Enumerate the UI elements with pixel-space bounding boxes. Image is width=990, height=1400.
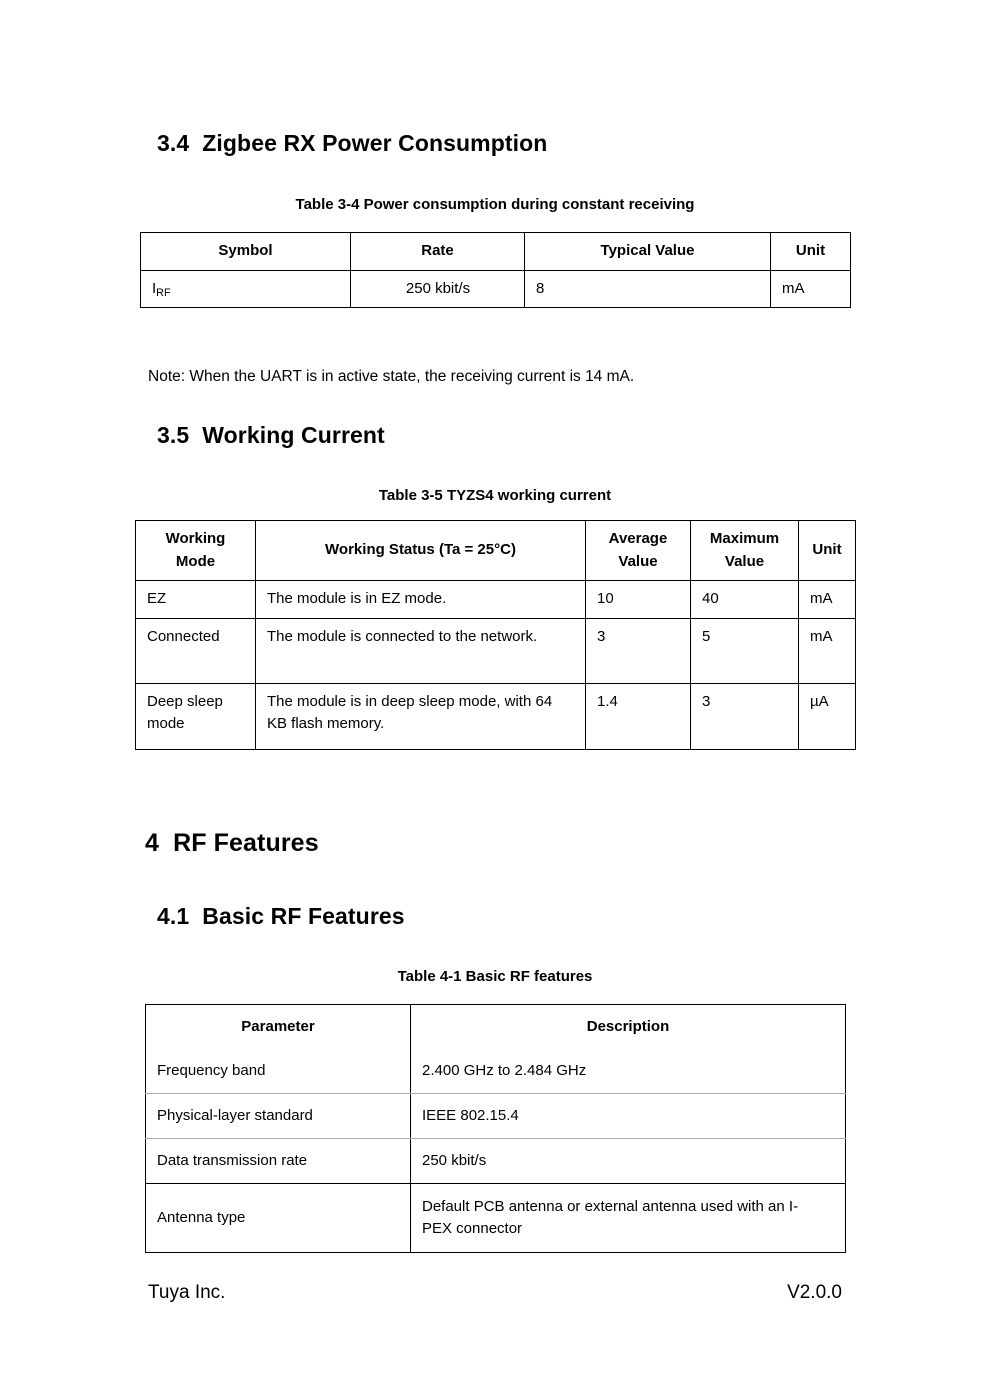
table-3-4-header-typical-value: Typical Value [525,233,771,271]
footer-version: V2.0.0 [787,1282,842,1303]
table-3-5-cell-unit: mA [799,581,856,619]
table-3-5-header-working-status: Working Status (Ta = 25°C) [256,521,586,581]
table-3-5-header-maximum-value [691,521,799,581]
table-4-1-header-parameter: Parameter [146,1005,411,1049]
table-row [141,233,851,271]
table-4-1-header-description: Description [586,1017,670,1035]
heading-3-4-title: Zigbee RX Power Consumption [202,130,548,156]
table-3-5-cell-mode: Deep sleep mode [136,683,256,749]
heading-4-title: RF Features [173,829,319,857]
table-3-4-cell-rate: 250 kbit/s [351,270,525,308]
table-3-5-cell-mode: EZ [136,581,256,619]
table-3-4-header-symbol: Symbol [141,233,351,271]
header-line-2: Value [724,552,765,570]
heading-3-5-title: Working Current [202,422,385,448]
table-4-1-cell-description: IEEE 802.15.4 [411,1094,846,1139]
table-row [146,1184,846,1253]
table-3-4-caption: Table 3-4 Power consumption during constant receiving [295,196,695,213]
symbol-base: I [152,279,157,297]
table-4-1-cell-parameter: Antenna type [146,1184,411,1253]
table-row [136,683,856,749]
table-4-1 [145,1004,846,1253]
note-uart-active-state: Note: When the UART is in active state, the receiving current is 14 mA. [148,368,635,385]
table-3-4-cell-symbol [141,270,351,308]
heading-4-1 [157,904,405,929]
heading-3-5 [157,423,385,448]
table-3-5-cell-status: The module is in EZ mode. [256,581,586,619]
table-3-4-cell-unit: mA [771,270,851,308]
table-4-1-caption: Table 4-1 Basic RF features [397,968,593,985]
table-3-5-cell-mode: Connected [136,618,256,683]
table-3-5-cell-average: 1.4 [586,683,691,749]
table-row [141,270,851,308]
table-3-5-cell-maximum: 5 [691,618,799,683]
table-3-5-cell-unit: mA [799,618,856,683]
header-line-2: Mode [175,552,216,570]
table-row [136,618,856,683]
table-3-5-header-working-mode [136,521,256,581]
table-row [146,1049,846,1094]
table-3-5-cell-unit: µA [799,683,856,749]
table-3-5-cell-average: 3 [586,618,691,683]
table-3-5-cell-maximum: 40 [691,581,799,619]
table-row [136,521,856,581]
heading-4-1-number: 4.1 [157,903,190,929]
header-line-1: Maximum [709,530,780,547]
table-row [136,581,856,619]
table-3-4-cell-typical-value: 8 [525,270,771,308]
table-4-1-cell-description: Default PCB antenna or external antenna used with an I-PEX connector [422,1197,799,1237]
table-4-1-cell-description: 250 kbit/s [411,1139,846,1184]
table-4-1-cell-parameter: Physical-layer standard [146,1094,411,1139]
header-line-1: Average [608,530,668,547]
table-4-1-cell-description: 2.400 GHz to 2.484 GHz [411,1049,846,1094]
table-3-5-cell-average: 10 [586,581,691,619]
table-row [146,1005,846,1049]
heading-4-number: 4 [145,829,160,857]
header-line-2: Value [618,552,658,570]
table-4-1-cell-parameter: Frequency band [146,1049,411,1094]
table-row [146,1094,846,1139]
table-3-5-cell-status: The module is connected to the network. [256,618,586,683]
symbol-subscript: RF [156,286,171,299]
table-3-5-header-unit: Unit [799,521,856,581]
table-row [146,1139,846,1184]
table-3-4-header-unit: Unit [771,233,851,271]
heading-3-4-number: 3.4 [157,130,190,156]
table-3-5-caption: Table 3-5 TYZS4 working current [378,487,612,504]
heading-3-5-number: 3.5 [157,422,190,448]
heading-4-1-title: Basic RF Features [202,903,405,929]
table-3-5-cell-status: The module is in deep sleep mode, with 64 KB flash memory. [256,683,586,749]
table-4-1-cell-parameter: Data transmission rate [146,1139,411,1184]
table-3-4-header-rate: Rate [351,233,525,271]
header-line-1: Working [165,530,226,547]
table-3-5 [135,520,856,750]
footer-company: Tuya Inc. [148,1282,226,1303]
table-3-5-header-average-value [586,521,691,581]
heading-4 [145,830,319,858]
table-3-5-cell-maximum: 3 [691,683,799,749]
table-3-4 [140,232,851,308]
heading-3-4 [157,131,547,156]
